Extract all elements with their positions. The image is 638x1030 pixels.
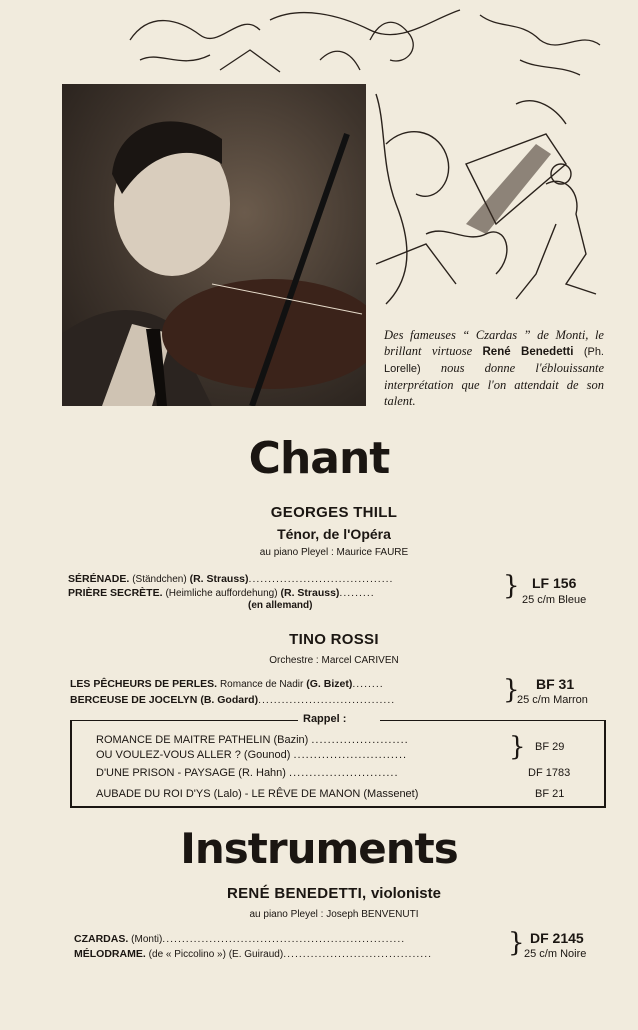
rappel-row-gounod [96,749,510,761]
record-composer: (B. Godard) [200,694,259,706]
rappel-text: OU VOULEZ-VOUS ALLER ? (Gounod) [96,749,291,761]
leader-dots: ..................................... [248,573,394,585]
record-row-melodrame [74,948,508,960]
catalog-number-thill: LF 156 [532,575,577,591]
artist-role-benedetti: violoniste [370,885,441,902]
artist-name-thill: GEORGES THILL [270,504,398,521]
record-row-czardas [74,933,508,945]
accompaniment-benedetti: au piano Pleyel : Joseph BENVENUTI [249,909,419,920]
artist-name-benedetti: RENÉ BENEDETTI, [227,885,367,902]
leader-dots: ........................ [311,734,409,746]
caption-credit: (Ph. Lorelle) [384,346,604,375]
artist-name-rossi: TINO ROSSI [289,631,379,648]
violinist-photo [62,84,366,406]
brace-icon: } [503,571,520,601]
record-detail: Romance de Nadir [219,679,304,690]
disc-label-rossi: 25 c/m Marron [517,694,588,706]
brace-icon: } [508,928,525,958]
rappel-label: Rappel : [303,713,347,725]
caption-name: René Benedetti [482,346,574,358]
rappel-text: AUBADE DU ROI D'YS (Lalo) - LE RÊVE DE MANON (Massenet) [96,788,419,800]
catalog-number-rossi: BF 31 [536,676,575,692]
record-title: LES PÊCHEURS DE PERLES. [70,678,218,690]
instruments-heading: Instruments [180,824,458,873]
caption-text-2: nous donne l'éblouissante interprétation que l'on attendait de son talent. [384,361,604,408]
leader-dots: ............................ [293,749,408,761]
record-composer: (G. Bizet) [306,678,353,690]
record-title: SÉRÉNADE. [68,573,130,585]
leader-dots: ...................................... [283,948,433,960]
record-detail: (Monti) [131,934,163,945]
record-title: BERCEUSE DE JOCELYN [70,694,198,706]
leader-dots: ......... [339,587,375,599]
rappel-row-prison [96,767,506,779]
accompaniment-rossi: Orchestre : Marcel CARIVEN [269,655,399,666]
leader-dots: ........................... [289,767,399,779]
rappel-catalog-df1783: DF 1783 [528,767,571,779]
record-language-note: (en allemand) [248,600,313,611]
artist-role-thill: Ténor, de l'Opéra [277,526,391,542]
artist-line-benedetti [0,885,638,903]
record-title: PRIÈRE SECRÈTE. [68,587,163,599]
record-composer: (R. Strauss) [189,573,249,585]
rappel-catalog-bf29: BF 29 [535,741,565,753]
catalog-number-benedetti: DF 2145 [530,930,584,946]
record-title: MÉLODRAME. [74,948,146,960]
leader-dots: ........ [352,678,384,690]
brace-icon: } [509,732,526,762]
chant-heading: Chant [248,433,390,484]
rappel-row-aubade [96,788,418,800]
record-title: CZARDAS. [74,933,129,945]
accompaniment-thill: au piano Pleyel : Maurice FAURE [259,547,409,558]
rappel-text: ROMANCE DE MAITRE PATHELIN (Bazin) [96,734,309,746]
record-composer: (R. Strauss) [280,587,340,599]
caption-text-1: Des fameuses “ Czardas ” de Monti, le brillant virtuose [384,328,604,358]
record-detail: (Heimliche auffordehung) [165,588,278,599]
leader-dots: ................................... [258,694,396,706]
record-detail: (Ständchen) [132,574,187,585]
rappel-row-pathelin [96,734,510,746]
rappel-text: D'UNE PRISON - PAYSAGE (R. Hahn) [96,767,286,779]
record-detail: (de « Piccolino ») (E. Guiraud) [148,949,284,960]
record-row-priere [68,587,502,599]
photo-caption [384,327,604,409]
top-illustration [120,0,620,85]
record-row-pecheurs [70,678,504,690]
brace-icon: } [503,675,520,705]
record-row-berceuse [70,694,504,706]
disc-label-thill: 25 c/m Bleue [522,594,587,606]
leader-dots: .............................................................. [162,933,406,945]
dancers-illustration [366,84,616,309]
rappel-catalog-bf21: BF 21 [535,788,565,800]
record-row-serenade [68,573,502,585]
disc-label-benedetti: 25 c/m Noire [524,948,587,960]
